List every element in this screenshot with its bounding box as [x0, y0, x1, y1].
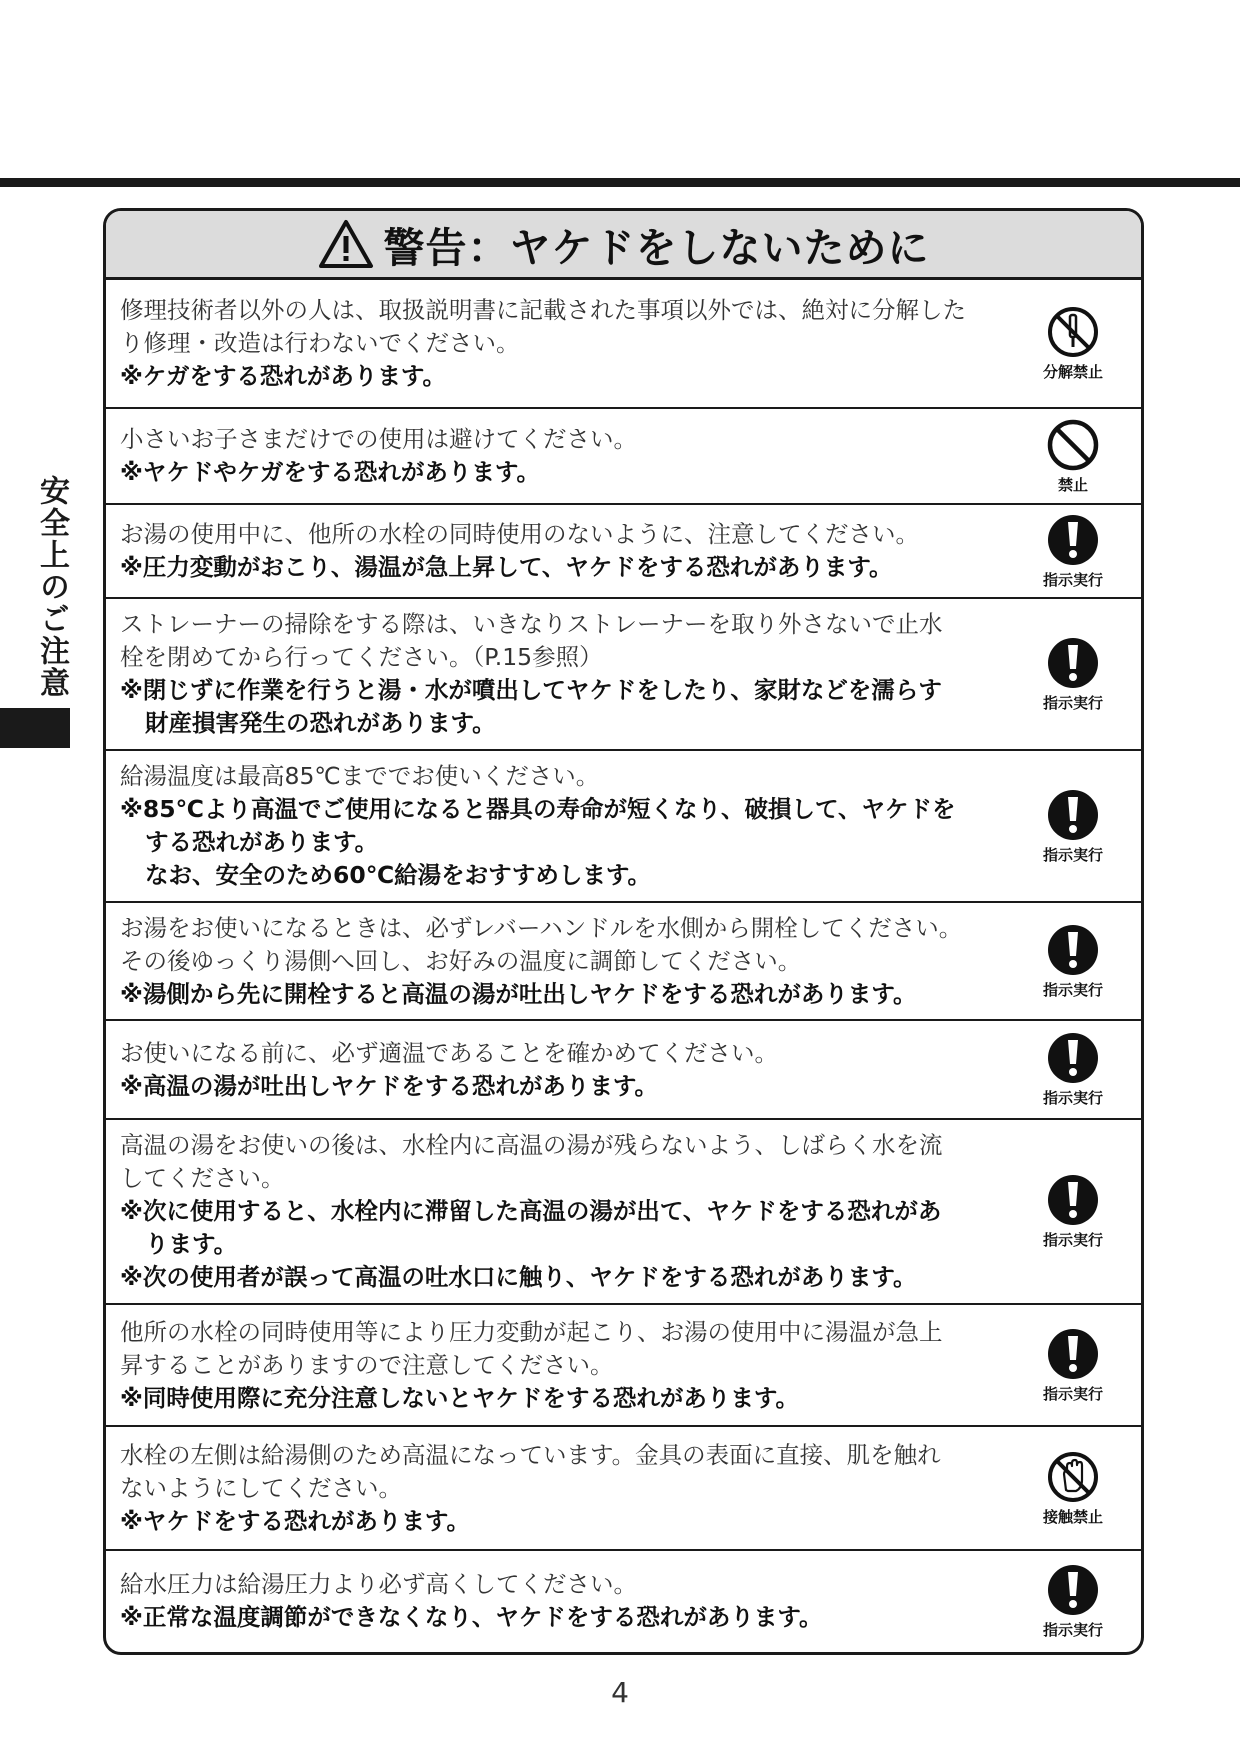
mandatory-action-icon	[1046, 788, 1100, 842]
row-line: 栓を閉めてから行ってください。（P.15参照）	[120, 643, 603, 671]
row-note: ※ヤケドやケガをする恐れがあります。	[120, 458, 540, 486]
row-text	[120, 518, 1019, 584]
warning-row	[106, 903, 1141, 1021]
row-text	[120, 423, 1019, 489]
row-note: ※正常な温度調節ができなくなり、ヤケドをする恐れがあります。	[120, 1603, 823, 1631]
row-text	[120, 760, 1019, 892]
top-rule	[0, 178, 1240, 187]
row-text	[120, 608, 1019, 740]
icon-label: 指示実行	[1042, 693, 1103, 712]
warning-row	[106, 1021, 1141, 1120]
row-line: その後ゆっくり湯側へ回し、お好みの温度に調節してください。	[120, 946, 802, 975]
row-note: ※高温の湯が吐出しヤケドをする恐れがあります。	[120, 1071, 658, 1100]
row-line: 他所の水栓の同時使用等により圧力変動が起こり、お湯の使用中に湯温が急上	[120, 1317, 943, 1346]
row-note: する恐れがあります。	[145, 828, 379, 856]
warning-box	[103, 208, 1144, 1655]
warning-row	[106, 409, 1141, 505]
warning-row	[106, 1427, 1141, 1551]
mandatory-action-icon	[1046, 636, 1100, 690]
do-not-touch-icon	[1046, 1450, 1100, 1504]
warning-row	[106, 1120, 1141, 1305]
row-text	[120, 1316, 1019, 1415]
row-note: ※次の使用者が誤って高温の吐水口に触り、ヤケドをする恐れがあります。	[120, 1263, 917, 1291]
warning-row	[106, 280, 1141, 409]
row-line: 水栓の左側は給湯側のため高温になっています。金具の表面に直接、肌を触れ	[120, 1440, 941, 1469]
row-line: お使いになる前に、必ず適温であることを確かめてください。	[120, 1038, 778, 1067]
prohibited-icon	[1046, 418, 1100, 472]
warning-row	[106, 505, 1141, 599]
icon-label: 指示実行	[1042, 1231, 1103, 1249]
row-line: 修理技術者以外の人は、取扱説明書に記載された事項以外では、絶対に分解した	[120, 296, 966, 324]
row-note: ※湯側から先に開栓すると高温の湯が吐出しヤケドをする恐れがあります。	[120, 979, 917, 1008]
mandatory-action-icon	[1046, 513, 1100, 567]
warning-row	[106, 599, 1141, 751]
row-line: ないようにしてください。	[120, 1473, 402, 1502]
row-text	[120, 912, 1019, 1011]
row-text	[120, 1037, 1019, 1103]
icon-label: 指示実行	[1042, 570, 1103, 589]
row-note: ※次に使用すると、水栓内に滞留した高温の湯が出て、ヤケドをする恐れがあ	[120, 1197, 942, 1225]
icon-label: 指示実行	[1042, 980, 1103, 999]
row-text	[120, 1439, 1019, 1538]
icon-label: 指示実行	[1042, 845, 1103, 864]
icon-label: 指示実行	[1042, 1089, 1103, 1107]
row-note: ※圧力変動がおこり、湯温が急上昇して、ヤケドをする恐れがあります。	[120, 553, 893, 581]
row-note: ※ケガをする恐れがあります。	[120, 362, 446, 390]
row-text	[120, 1568, 1019, 1634]
row-note: ※同時使用際に充分注意しないとヤケドをする恐れがあります。	[120, 1383, 799, 1412]
icon-label: 分解禁止	[1042, 363, 1103, 381]
warning-triangle-icon	[318, 219, 374, 269]
row-line: 小さいお子さまだけでの使用は避けてください。	[120, 425, 637, 453]
warning-row	[106, 1551, 1141, 1651]
mandatory-action-icon	[1046, 1327, 1100, 1381]
row-line: 高温の湯をお使いの後は、水栓内に高温の湯が残らないよう、しばらく水を流	[120, 1131, 943, 1159]
mandatory-action-icon	[1046, 1173, 1100, 1227]
disassembly-prohibited-icon	[1046, 305, 1100, 359]
mandatory-action-icon	[1046, 1031, 1100, 1085]
row-note: ※85℃より高温でご使用になると器具の寿命が短くなり、破損して、ヤケドを	[120, 795, 956, 823]
page-number: 4	[611, 1676, 629, 1709]
mandatory-action-icon	[1046, 1563, 1100, 1617]
row-note: ります。	[145, 1230, 238, 1258]
row-line: ストレーナーの掃除をする際は、いきなりストレーナーを取り外さないで止水	[120, 610, 943, 638]
row-line: 給水圧力は給湯圧力より必ず高くしてください。	[120, 1570, 637, 1598]
side-section-title: 安全上のご注意	[34, 475, 69, 699]
row-note: なお、安全のため60℃給湯をおすすめします。	[145, 861, 652, 889]
side-section-tab	[0, 708, 70, 748]
warning-title: 警告：ヤケドをしないために	[383, 223, 930, 272]
row-line: り修理・改造は行わないでください。	[120, 329, 520, 357]
row-text	[120, 1129, 1019, 1294]
mandatory-action-icon	[1046, 923, 1100, 977]
row-line: 給湯温度は最高85℃まででお使いください。	[120, 762, 600, 790]
icon-label: 接触禁止	[1042, 1507, 1103, 1526]
icon-label: 指示実行	[1042, 1620, 1103, 1639]
row-note: ※閉じずに作業を行うと湯・水が噴出してヤケドをしたり、家財などを濡らす	[120, 676, 942, 704]
row-note: ※ヤケドをする恐れがあります。	[120, 1506, 470, 1535]
row-line: お湯の使用中に、他所の水栓の同時使用のないように、注意してください。	[120, 520, 919, 548]
row-line: お湯をお使いになるときは、必ずレバーハンドルを水側から開栓してください。	[120, 913, 963, 942]
warning-row	[106, 751, 1141, 903]
icon-label: 禁止	[1057, 475, 1088, 494]
row-text	[120, 294, 1019, 393]
icon-label: 指示実行	[1042, 1384, 1103, 1403]
row-note: 財産損害発生の恐れがあります。	[145, 709, 496, 737]
warning-row	[106, 1305, 1141, 1427]
row-line: 昇することがありますので注意してください。	[120, 1350, 614, 1379]
warning-header	[106, 211, 1141, 280]
row-line: してください。	[120, 1164, 285, 1192]
